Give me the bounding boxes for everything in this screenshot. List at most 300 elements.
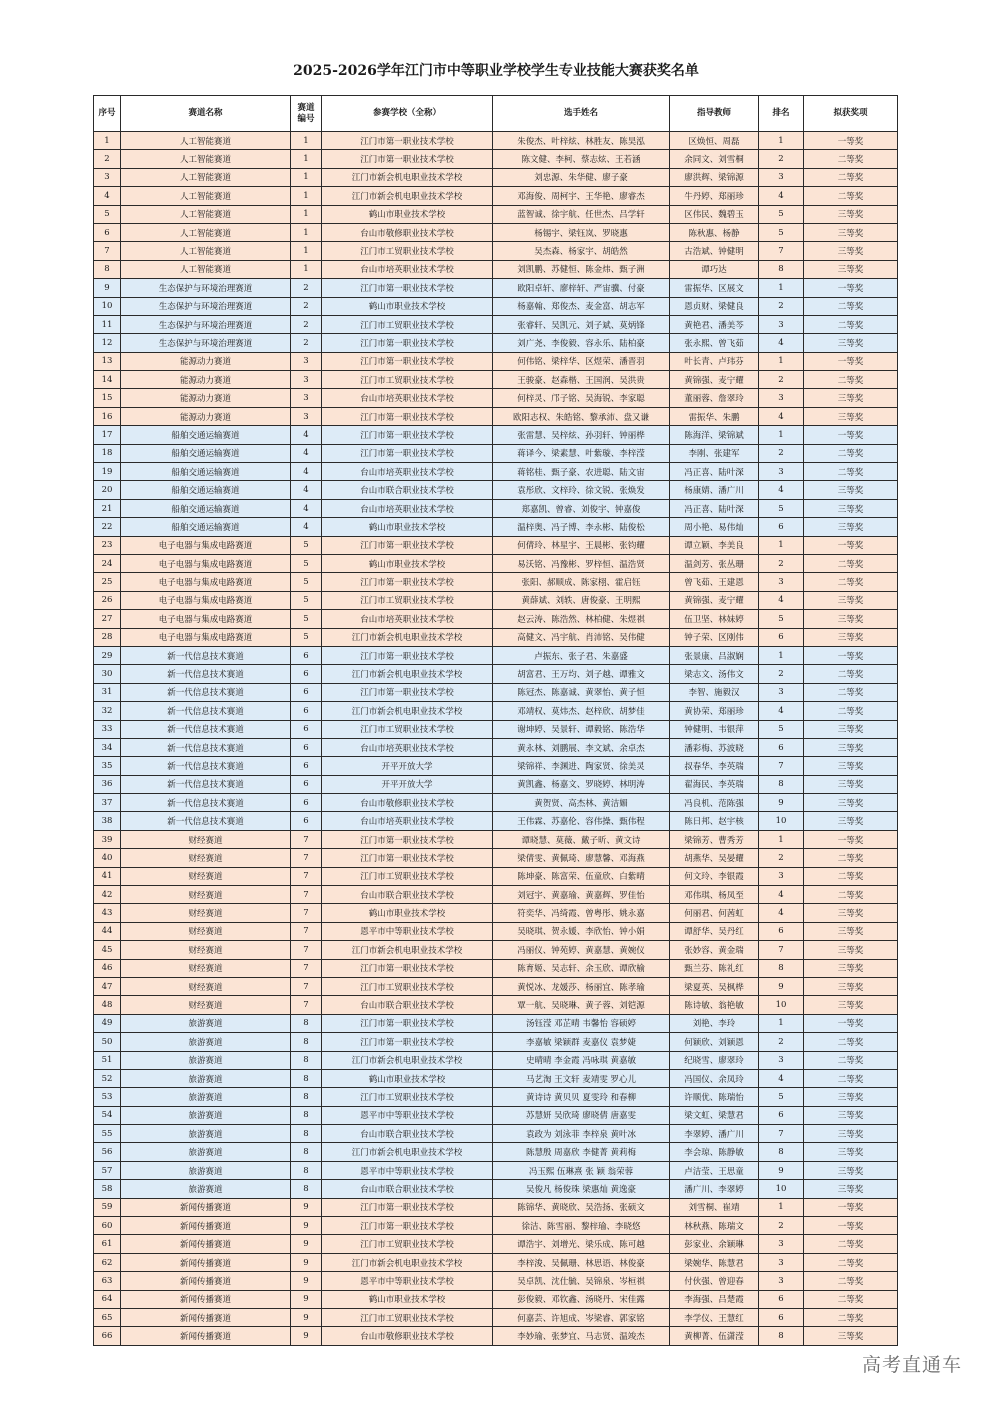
cell-no: 30 xyxy=(94,665,121,683)
cell-award: 三等奖 xyxy=(804,1143,898,1161)
cell-teacher: 林秋燕、陈瑞文 xyxy=(670,1217,759,1235)
cell-rank: 4 xyxy=(759,886,804,904)
cell-code: 6 xyxy=(291,794,322,812)
table-row xyxy=(94,334,898,352)
table-row xyxy=(94,389,898,407)
cell-code: 9 xyxy=(291,1272,322,1290)
cell-school: 江门市第一职业技术学校 xyxy=(322,444,493,462)
cell-rank: 6 xyxy=(759,1309,804,1327)
table-row xyxy=(94,407,898,425)
cell-track: 新一代信息技术赛道 xyxy=(121,794,291,812)
cell-students: 黄诗诗 黄贝贝 夏雯玲 和春柳 xyxy=(493,1088,670,1106)
cell-teacher: 余同文、刘雪桐 xyxy=(670,150,759,168)
cell-no: 21 xyxy=(94,499,121,517)
cell-rank: 10 xyxy=(759,812,804,830)
cell-students: 何伟铭、梁梓华、区煜荣、潘晋羽 xyxy=(493,352,670,370)
cell-students: 卢振东、张子君、朱嘉盛 xyxy=(493,646,670,664)
cell-track: 新一代信息技术赛道 xyxy=(121,738,291,756)
cell-track: 旅游赛道 xyxy=(121,1088,291,1106)
cell-school: 江门市工贸职业技术学校 xyxy=(322,977,493,995)
cell-code: 9 xyxy=(291,1217,322,1235)
cell-award: 三等奖 xyxy=(804,260,898,278)
cell-students: 杨锡宇、梁钰岚、罗晓惠 xyxy=(493,223,670,241)
header-students: 选手姓名 xyxy=(493,96,670,132)
cell-code: 9 xyxy=(291,1290,322,1308)
cell-teacher: 邓伟琪、杨凤至 xyxy=(670,886,759,904)
cell-no: 58 xyxy=(94,1180,121,1198)
cell-students: 黄悦冰、龙媛莎、杨丽宜、陈孝瑜 xyxy=(493,977,670,995)
cell-track: 能源动力赛道 xyxy=(121,407,291,425)
cell-no: 2 xyxy=(94,150,121,168)
cell-rank: 3 xyxy=(759,315,804,333)
table-row xyxy=(94,904,898,922)
cell-track: 财经赛道 xyxy=(121,830,291,848)
cell-rank: 2 xyxy=(759,444,804,462)
cell-no: 41 xyxy=(94,867,121,885)
cell-school: 江门市第一职业技术学校 xyxy=(322,150,493,168)
cell-award: 二等奖 xyxy=(804,554,898,572)
cell-track: 旅游赛道 xyxy=(121,1014,291,1032)
cell-award: 二等奖 xyxy=(804,1235,898,1253)
cell-no: 56 xyxy=(94,1143,121,1161)
cell-teacher: 何文玲、李银霞 xyxy=(670,867,759,885)
cell-students: 袁彤欣、文梓玲、徐文锐、张焕发 xyxy=(493,481,670,499)
cell-track: 财经赛道 xyxy=(121,886,291,904)
cell-track: 新闻传播赛道 xyxy=(121,1217,291,1235)
cell-no: 3 xyxy=(94,168,121,186)
cell-teacher: 潘广川、李翠婷 xyxy=(670,1180,759,1198)
cell-students: 朱俊杰、叶梓炫、林胜友、陈昊泓 xyxy=(493,132,670,150)
cell-students: 彭俊毅、邓钦鑫、汤晓丹、宋佳露 xyxy=(493,1290,670,1308)
cell-track: 电子电器与集成电路赛道 xyxy=(121,536,291,554)
cell-no: 6 xyxy=(94,223,121,241)
table-row xyxy=(94,849,898,867)
cell-teacher: 冯国仪、余凤玲 xyxy=(670,1069,759,1087)
cell-award: 三等奖 xyxy=(804,1161,898,1179)
cell-code: 6 xyxy=(291,646,322,664)
table-row xyxy=(94,996,898,1014)
cell-track: 船舶交通运输赛道 xyxy=(121,481,291,499)
cell-award: 三等奖 xyxy=(804,407,898,425)
cell-rank: 5 xyxy=(759,1088,804,1106)
table-row xyxy=(94,941,898,959)
cell-track: 人工智能赛道 xyxy=(121,223,291,241)
cell-teacher: 杨康婧、潘广川 xyxy=(670,481,759,499)
cell-students: 冯玉熙 伍琳熹 张 颖 翁荣蓉 xyxy=(493,1161,670,1179)
table-row xyxy=(94,205,898,223)
table-row xyxy=(94,1161,898,1179)
table-row xyxy=(94,1180,898,1198)
cell-award: 二等奖 xyxy=(804,665,898,683)
cell-code: 6 xyxy=(291,702,322,720)
cell-track: 能源动力赛道 xyxy=(121,371,291,389)
table-row xyxy=(94,1272,898,1290)
cell-school: 江门市第一职业技术学校 xyxy=(322,646,493,664)
table-row xyxy=(94,444,898,462)
table-row xyxy=(94,315,898,333)
cell-school: 江门市新会机电职业技术学校 xyxy=(322,941,493,959)
cell-track: 财经赛道 xyxy=(121,922,291,940)
cell-teacher: 钟子荣、区刚伟 xyxy=(670,628,759,646)
cell-teacher: 叶长青、卢玮芬 xyxy=(670,352,759,370)
cell-no: 66 xyxy=(94,1327,121,1345)
cell-award: 三等奖 xyxy=(804,1180,898,1198)
cell-school: 江门市工贸职业技术学校 xyxy=(322,315,493,333)
cell-no: 51 xyxy=(94,1051,121,1069)
cell-track: 船舶交通运输赛道 xyxy=(121,444,291,462)
cell-students: 李梓浚、吴佩珊、林思语、林俊豪 xyxy=(493,1253,670,1271)
cell-teacher: 张永熙、曾飞茹 xyxy=(670,334,759,352)
cell-no: 11 xyxy=(94,315,121,333)
cell-school: 江门市工贸职业技术学校 xyxy=(322,591,493,609)
table-body xyxy=(94,132,898,1346)
cell-award: 二等奖 xyxy=(804,150,898,168)
cell-award: 一等奖 xyxy=(804,830,898,848)
cell-rank: 1 xyxy=(759,646,804,664)
cell-award: 二等奖 xyxy=(804,1309,898,1327)
cell-students: 梁倩雯、黄佩琦、廖慧馨、邓海燕 xyxy=(493,849,670,867)
cell-school: 台山市培英职业技术学校 xyxy=(322,738,493,756)
cell-students: 邓海俊、周柯宇、王华艳、廖睿杰 xyxy=(493,187,670,205)
cell-school: 台山市培英职业技术学校 xyxy=(322,499,493,517)
cell-school: 鹤山市职业技术学校 xyxy=(322,904,493,922)
cell-track: 船舶交通运输赛道 xyxy=(121,463,291,481)
cell-teacher: 廖洪辉、梁锦源 xyxy=(670,168,759,186)
cell-code: 9 xyxy=(291,1198,322,1216)
cell-track: 新闻传播赛道 xyxy=(121,1309,291,1327)
cell-rank: 5 xyxy=(759,720,804,738)
table-row xyxy=(94,132,898,150)
cell-code: 8 xyxy=(291,1051,322,1069)
cell-school: 江门市第一职业技术学校 xyxy=(322,352,493,370)
cell-code: 2 xyxy=(291,297,322,315)
cell-award: 三等奖 xyxy=(804,242,898,260)
cell-track: 财经赛道 xyxy=(121,941,291,959)
cell-students: 易沃铭、冯豫彬、罗梓恒、温浩贤 xyxy=(493,554,670,572)
cell-code: 9 xyxy=(291,1327,322,1345)
cell-award: 一等奖 xyxy=(804,1198,898,1216)
cell-teacher: 付伙强、曾迎春 xyxy=(670,1272,759,1290)
cell-track: 人工智能赛道 xyxy=(121,260,291,278)
cell-code: 6 xyxy=(291,720,322,738)
cell-track: 新闻传播赛道 xyxy=(121,1253,291,1271)
cell-rank: 4 xyxy=(759,481,804,499)
cell-award: 三等奖 xyxy=(804,481,898,499)
cell-no: 10 xyxy=(94,297,121,315)
cell-teacher: 温剑芳、张丛珊 xyxy=(670,554,759,572)
cell-teacher: 李海强、吕楚霞 xyxy=(670,1290,759,1308)
cell-rank: 5 xyxy=(759,610,804,628)
page-title: 2025-2026学年江门市中等职业学校学生专业技能大赛获奖名单 xyxy=(293,63,699,79)
cell-students: 谢坤婷、吴景轩、谭毅铭、陈浩华 xyxy=(493,720,670,738)
cell-teacher: 古浩斌、钟健明 xyxy=(670,242,759,260)
cell-code: 5 xyxy=(291,573,322,591)
cell-school: 江门市新会机电职业技术学校 xyxy=(322,1253,493,1271)
cell-teacher: 周小艳、易伟灿 xyxy=(670,518,759,536)
cell-code: 6 xyxy=(291,738,322,756)
cell-rank: 6 xyxy=(759,628,804,646)
cell-no: 1 xyxy=(94,132,121,150)
table-row xyxy=(94,794,898,812)
cell-students: 汤钰滢 邓芷晴 韦馨怡 容硕婷 xyxy=(493,1014,670,1032)
table-row xyxy=(94,260,898,278)
cell-award: 二等奖 xyxy=(804,1033,898,1051)
cell-rank: 8 xyxy=(759,959,804,977)
cell-no: 60 xyxy=(94,1217,121,1235)
cell-school: 江门市工贸职业技术学校 xyxy=(322,867,493,885)
header-school: 参赛学校（全称） xyxy=(322,96,493,132)
cell-rank: 4 xyxy=(759,702,804,720)
header-award: 拟获奖项 xyxy=(804,96,898,132)
table-row xyxy=(94,959,898,977)
cell-track: 船舶交通运输赛道 xyxy=(121,426,291,444)
table-row xyxy=(94,481,898,499)
cell-students: 张睿轩、吴凯元、刘子斌、莫炳锋 xyxy=(493,315,670,333)
table-row xyxy=(94,1327,898,1345)
cell-teacher: 许顺优、陈瑞怡 xyxy=(670,1088,759,1106)
cell-code: 4 xyxy=(291,444,322,462)
cell-code: 8 xyxy=(291,1014,322,1032)
cell-award: 三等奖 xyxy=(804,389,898,407)
cell-no: 44 xyxy=(94,922,121,940)
cell-track: 生态保护与环境治理赛道 xyxy=(121,279,291,297)
cell-no: 4 xyxy=(94,187,121,205)
cell-students: 高健文、冯宇航、肖沛铭、吴伟健 xyxy=(493,628,670,646)
cell-no: 22 xyxy=(94,518,121,536)
cell-track: 新闻传播赛道 xyxy=(121,1198,291,1216)
cell-no: 25 xyxy=(94,573,121,591)
cell-award: 二等奖 xyxy=(804,463,898,481)
cell-students: 蒋译今、梁素慧、叶紫璇、李梓滢 xyxy=(493,444,670,462)
cell-track: 电子电器与集成电路赛道 xyxy=(121,610,291,628)
table-row xyxy=(94,812,898,830)
cell-code: 8 xyxy=(291,1106,322,1124)
cell-rank: 2 xyxy=(759,297,804,315)
cell-students: 张雷慧、吴梓炫、孙羽轩、钟丽桦 xyxy=(493,426,670,444)
cell-code: 6 xyxy=(291,775,322,793)
cell-school: 台山市培英职业技术学校 xyxy=(322,463,493,481)
cell-school: 开平开放大学 xyxy=(322,775,493,793)
cell-school: 江门市第一职业技术学校 xyxy=(322,1198,493,1216)
cell-award: 三等奖 xyxy=(804,205,898,223)
cell-school: 江门市新会机电职业技术学校 xyxy=(322,702,493,720)
cell-award: 二等奖 xyxy=(804,168,898,186)
cell-rank: 4 xyxy=(759,334,804,352)
cell-track: 生态保护与环境治理赛道 xyxy=(121,334,291,352)
cell-rank: 3 xyxy=(759,1051,804,1069)
cell-teacher: 陈诗敏、翁艳敏 xyxy=(670,996,759,1014)
cell-school: 江门市第一职业技术学校 xyxy=(322,536,493,554)
cell-school: 鹤山市职业技术学校 xyxy=(322,1069,493,1087)
cell-no: 64 xyxy=(94,1290,121,1308)
cell-students: 欧阳志权、朱皓铭、黎承沛、盘又谦 xyxy=(493,407,670,425)
cell-teacher: 何丽君、何茜虹 xyxy=(670,904,759,922)
cell-school: 台山市培英职业技术学校 xyxy=(322,260,493,278)
cell-students: 何倩玲、林星宇、王晨彬、张钧耀 xyxy=(493,536,670,554)
cell-teacher: 刘雪桐、崔靖 xyxy=(670,1198,759,1216)
cell-code: 4 xyxy=(291,499,322,517)
cell-students: 陈锦华、黄晓欣、吴浩扬、张硕文 xyxy=(493,1198,670,1216)
cell-no: 63 xyxy=(94,1272,121,1290)
cell-students: 李妙瑜、张梦宜、马志贤、温竣杰 xyxy=(493,1327,670,1345)
cell-teacher: 谭舒华、吴丹红 xyxy=(670,922,759,940)
cell-school: 鹤山市职业技术学校 xyxy=(322,1290,493,1308)
cell-teacher: 卢洁莹、王思童 xyxy=(670,1161,759,1179)
cell-rank: 2 xyxy=(759,554,804,572)
cell-no: 59 xyxy=(94,1198,121,1216)
cell-rank: 5 xyxy=(759,499,804,517)
table-row xyxy=(94,922,898,940)
cell-rank: 2 xyxy=(759,371,804,389)
cell-school: 台山市联合职业技术学校 xyxy=(322,1180,493,1198)
cell-teacher: 黄锦强、麦宁耀 xyxy=(670,371,759,389)
cell-award: 三等奖 xyxy=(804,738,898,756)
cell-award: 一等奖 xyxy=(804,1014,898,1032)
header-code xyxy=(291,96,322,132)
cell-teacher: 牛丹婷、郑丽珍 xyxy=(670,187,759,205)
cell-school: 鹤山市职业技术学校 xyxy=(322,554,493,572)
cell-no: 16 xyxy=(94,407,121,425)
cell-award: 一等奖 xyxy=(804,1217,898,1235)
cell-code: 1 xyxy=(291,242,322,260)
cell-teacher: 黄锦强、麦宁耀 xyxy=(670,591,759,609)
cell-code: 7 xyxy=(291,867,322,885)
cell-award: 二等奖 xyxy=(804,297,898,315)
table-row xyxy=(94,279,898,297)
cell-teacher: 张景康、吕淑娴 xyxy=(670,646,759,664)
cell-rank: 3 xyxy=(759,463,804,481)
cell-code: 7 xyxy=(291,849,322,867)
cell-school: 江门市工贸职业技术学校 xyxy=(322,242,493,260)
cell-track: 人工智能赛道 xyxy=(121,150,291,168)
cell-award: 二等奖 xyxy=(804,1069,898,1087)
cell-rank: 6 xyxy=(759,518,804,536)
cell-school: 江门市第一职业技术学校 xyxy=(322,426,493,444)
cell-rank: 7 xyxy=(759,242,804,260)
cell-track: 人工智能赛道 xyxy=(121,132,291,150)
cell-students: 胡富君、王万均、刘子越、谭雅文 xyxy=(493,665,670,683)
cell-code: 5 xyxy=(291,610,322,628)
cell-track: 新闻传播赛道 xyxy=(121,1290,291,1308)
cell-school: 鹤山市职业技术学校 xyxy=(322,205,493,223)
table-row xyxy=(94,499,898,517)
cell-school: 江门市第一职业技术学校 xyxy=(322,573,493,591)
table-row xyxy=(94,1125,898,1143)
cell-school: 江门市第一职业技术学校 xyxy=(322,407,493,425)
cell-award: 三等奖 xyxy=(804,812,898,830)
cell-school: 江门市新会机电职业技术学校 xyxy=(322,1051,493,1069)
table-row xyxy=(94,168,898,186)
cell-no: 65 xyxy=(94,1309,121,1327)
cell-students: 吴晓琪、贺永媛、李欣怡、钟小娟 xyxy=(493,922,670,940)
cell-rank: 10 xyxy=(759,1180,804,1198)
cell-track: 旅游赛道 xyxy=(121,1161,291,1179)
cell-track: 电子电器与集成电路赛道 xyxy=(121,554,291,572)
cell-teacher: 张妙容、黄金瑞 xyxy=(670,941,759,959)
cell-no: 20 xyxy=(94,481,121,499)
cell-award: 三等奖 xyxy=(804,941,898,959)
cell-rank: 3 xyxy=(759,867,804,885)
cell-teacher: 李刚、张建军 xyxy=(670,444,759,462)
cell-students: 王伟霖、苏嘉伦、容伟操、甄伟程 xyxy=(493,812,670,830)
cell-students: 梁锦祥、李渊进、陶家贤、徐美灵 xyxy=(493,757,670,775)
cell-code: 1 xyxy=(291,205,322,223)
table-row xyxy=(94,1014,898,1032)
cell-rank: 6 xyxy=(759,1106,804,1124)
cell-award: 一等奖 xyxy=(804,536,898,554)
table-row xyxy=(94,1253,898,1271)
table-row xyxy=(94,150,898,168)
cell-code: 8 xyxy=(291,1161,322,1179)
cell-no: 14 xyxy=(94,371,121,389)
table-row xyxy=(94,646,898,664)
cell-rank: 1 xyxy=(759,352,804,370)
cell-rank: 7 xyxy=(759,941,804,959)
table-row xyxy=(94,536,898,554)
cell-award: 三等奖 xyxy=(804,775,898,793)
cell-track: 电子电器与集成电路赛道 xyxy=(121,573,291,591)
header-code-line2: 编号 xyxy=(297,113,315,124)
cell-students: 杨嘉翰、郑俊杰、麦金富、胡志军 xyxy=(493,297,670,315)
table-row xyxy=(94,371,898,389)
cell-code: 4 xyxy=(291,518,322,536)
cell-code: 3 xyxy=(291,371,322,389)
cell-teacher: 李会琼、陈静敏 xyxy=(670,1143,759,1161)
cell-no: 50 xyxy=(94,1033,121,1051)
cell-rank: 7 xyxy=(759,757,804,775)
cell-school: 台山市联合职业技术学校 xyxy=(322,481,493,499)
cell-code: 6 xyxy=(291,812,322,830)
cell-track: 旅游赛道 xyxy=(121,1180,291,1198)
cell-code: 9 xyxy=(291,1253,322,1271)
cell-award: 一等奖 xyxy=(804,646,898,664)
table-row xyxy=(94,426,898,444)
table-row xyxy=(94,518,898,536)
table-row xyxy=(94,1051,898,1069)
cell-students: 吴杰森、杨家宇、胡皓然 xyxy=(493,242,670,260)
cell-teacher: 梁婉华、陈慧君 xyxy=(670,1253,759,1271)
cell-school: 江门市工贸职业技术学校 xyxy=(322,720,493,738)
cell-rank: 1 xyxy=(759,426,804,444)
cell-code: 4 xyxy=(291,426,322,444)
cell-track: 新一代信息技术赛道 xyxy=(121,775,291,793)
cell-code: 8 xyxy=(291,1033,322,1051)
cell-teacher: 雷振华、区展文 xyxy=(670,279,759,297)
cell-students: 黄薛斌、刘轶、唐俊豪、王明熙 xyxy=(493,591,670,609)
cell-award: 二等奖 xyxy=(804,444,898,462)
cell-school: 江门市第一职业技术学校 xyxy=(322,959,493,977)
cell-code: 1 xyxy=(291,132,322,150)
header-teacher: 指导教师 xyxy=(670,96,759,132)
cell-track: 人工智能赛道 xyxy=(121,242,291,260)
cell-no: 40 xyxy=(94,849,121,867)
cell-students: 刘凯鹏、苏健恒、陈金炜、甄子洲 xyxy=(493,260,670,278)
cell-school: 台山市敬修职业技术学校 xyxy=(322,794,493,812)
cell-rank: 5 xyxy=(759,205,804,223)
cell-students: 欧阳卓轩、廖梓轩、严宙骥、付豪 xyxy=(493,279,670,297)
cell-students: 何梓灵、邝子铭、吴海锐、李家聪 xyxy=(493,389,670,407)
table-row xyxy=(94,738,898,756)
watermark-text: 高考直通车 xyxy=(861,1354,962,1376)
cell-award: 二等奖 xyxy=(804,886,898,904)
cell-no: 32 xyxy=(94,702,121,720)
cell-teacher: 陈秋惠、杨静 xyxy=(670,223,759,241)
cell-students: 邓靖权、莫炜杰、赵梓欣、胡梦佳 xyxy=(493,702,670,720)
cell-school: 江门市新会机电职业技术学校 xyxy=(322,665,493,683)
cell-rank: 8 xyxy=(759,260,804,278)
table-row xyxy=(94,720,898,738)
cell-track: 旅游赛道 xyxy=(121,1106,291,1124)
